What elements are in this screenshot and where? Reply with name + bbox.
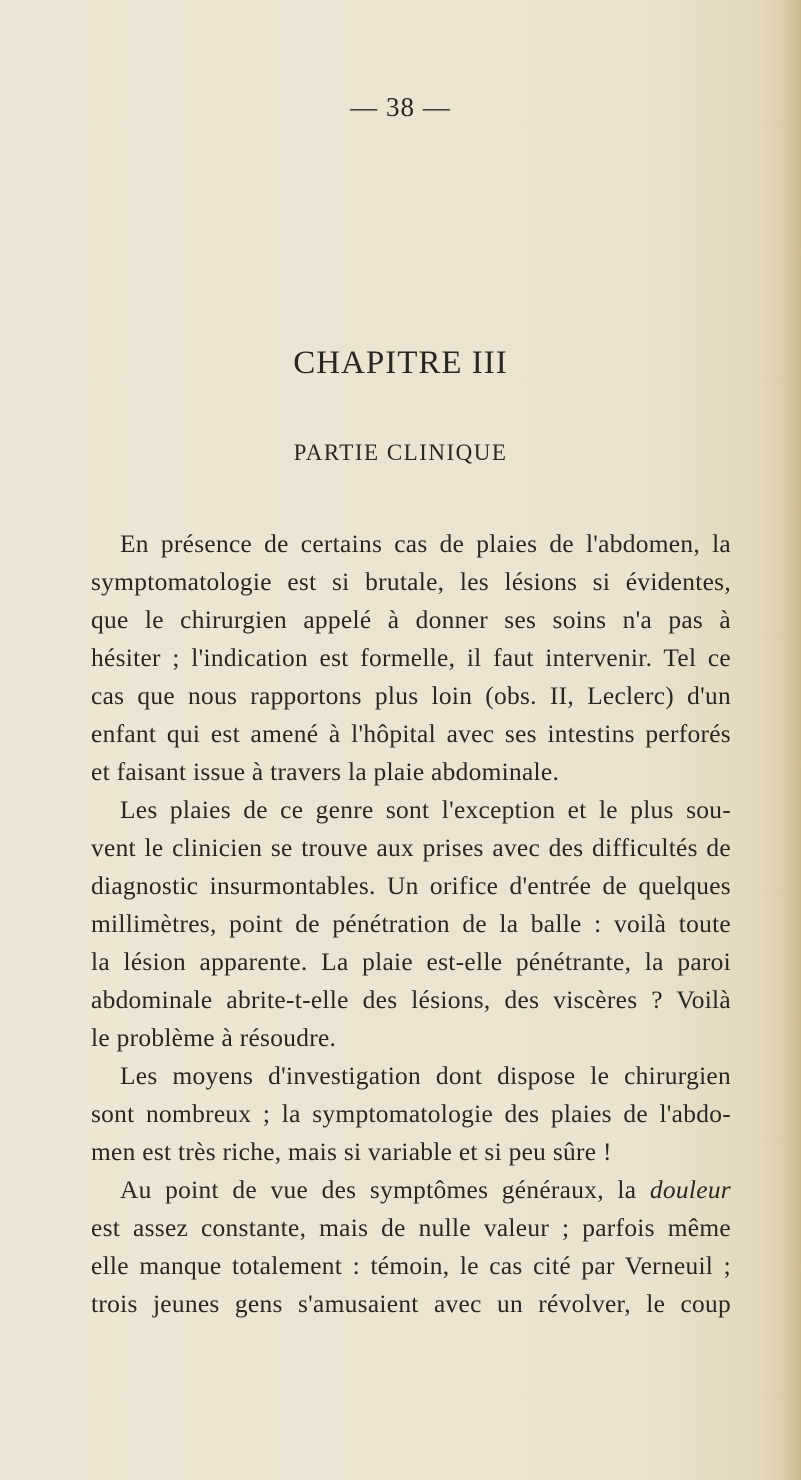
- text-line: cas que nous rapportons plus loin (obs. II, Leclerc) d'un: [91, 682, 731, 710]
- paragraph-2: [91, 791, 731, 1057]
- text-line: diagnostic insurmontables. Un orifice d'entrée de quelques: [91, 872, 731, 900]
- text-line: vent le clinicien se trouve aux prises avec des difficultés de: [91, 834, 731, 862]
- text-line: abdominale abrite-t-elle des lésions, des viscères ? Voilà: [91, 986, 731, 1014]
- text-line: symptomatologie est si brutale, les lésions si évidentes,: [91, 568, 731, 596]
- text-line: Les moyens d'investigation dont dispose le chirurgien: [120, 1062, 731, 1090]
- paragraph-3: [91, 1057, 731, 1171]
- page-edge-shadow: [783, 0, 801, 1480]
- paragraph-1: [91, 525, 731, 791]
- text-line: millimètres, point de pénétration de la balle : voilà toute: [91, 910, 731, 938]
- chapter-title: CHAPITRE III: [293, 345, 508, 381]
- text-line: le problème à résoudre.: [91, 1024, 337, 1052]
- paragraph-4: [91, 1171, 731, 1323]
- text-line: la lésion apparente. La plaie est-elle pénétrante, la paroi: [91, 948, 731, 976]
- text-line: et faisant issue à travers la plaie abdominale.: [91, 758, 560, 786]
- emphasized-word: douleur: [649, 1176, 731, 1204]
- page-number: — 38 —: [350, 92, 451, 122]
- text-line: men est très riche, mais si variable et si peu sûre !: [91, 1138, 612, 1166]
- text-line: que le chirurgien appelé à donner ses soins n'a pas à: [91, 606, 731, 634]
- text-line: Les plaies de ce genre sont l'exception et le plus sou-: [120, 796, 731, 824]
- text-line: En présence de certains cas de plaies de l'abdomen, la: [120, 530, 731, 558]
- text-line: hésiter ; l'indication est formelle, il faut intervenir. Tel ce: [91, 644, 731, 672]
- text-line: Au point de vue des symptômes généraux, la douleur: [120, 1176, 731, 1204]
- text-line: elle manque totalement : témoin, le cas cité par Verneuil ;: [91, 1252, 731, 1280]
- section-title: PARTIE CLINIQUE: [293, 440, 508, 465]
- text-line: enfant qui est amené à l'hôpital avec ses intestins perforés: [91, 720, 731, 748]
- text-line: est assez constante, mais de nulle valeur ; parfois même: [91, 1214, 731, 1242]
- body-text: [91, 525, 731, 1323]
- text-line: trois jeunes gens s'amusaient avec un révolver, le coup: [91, 1290, 731, 1318]
- text-line: sont nombreux ; la symptomatologie des plaies de l'abdo-: [91, 1100, 731, 1128]
